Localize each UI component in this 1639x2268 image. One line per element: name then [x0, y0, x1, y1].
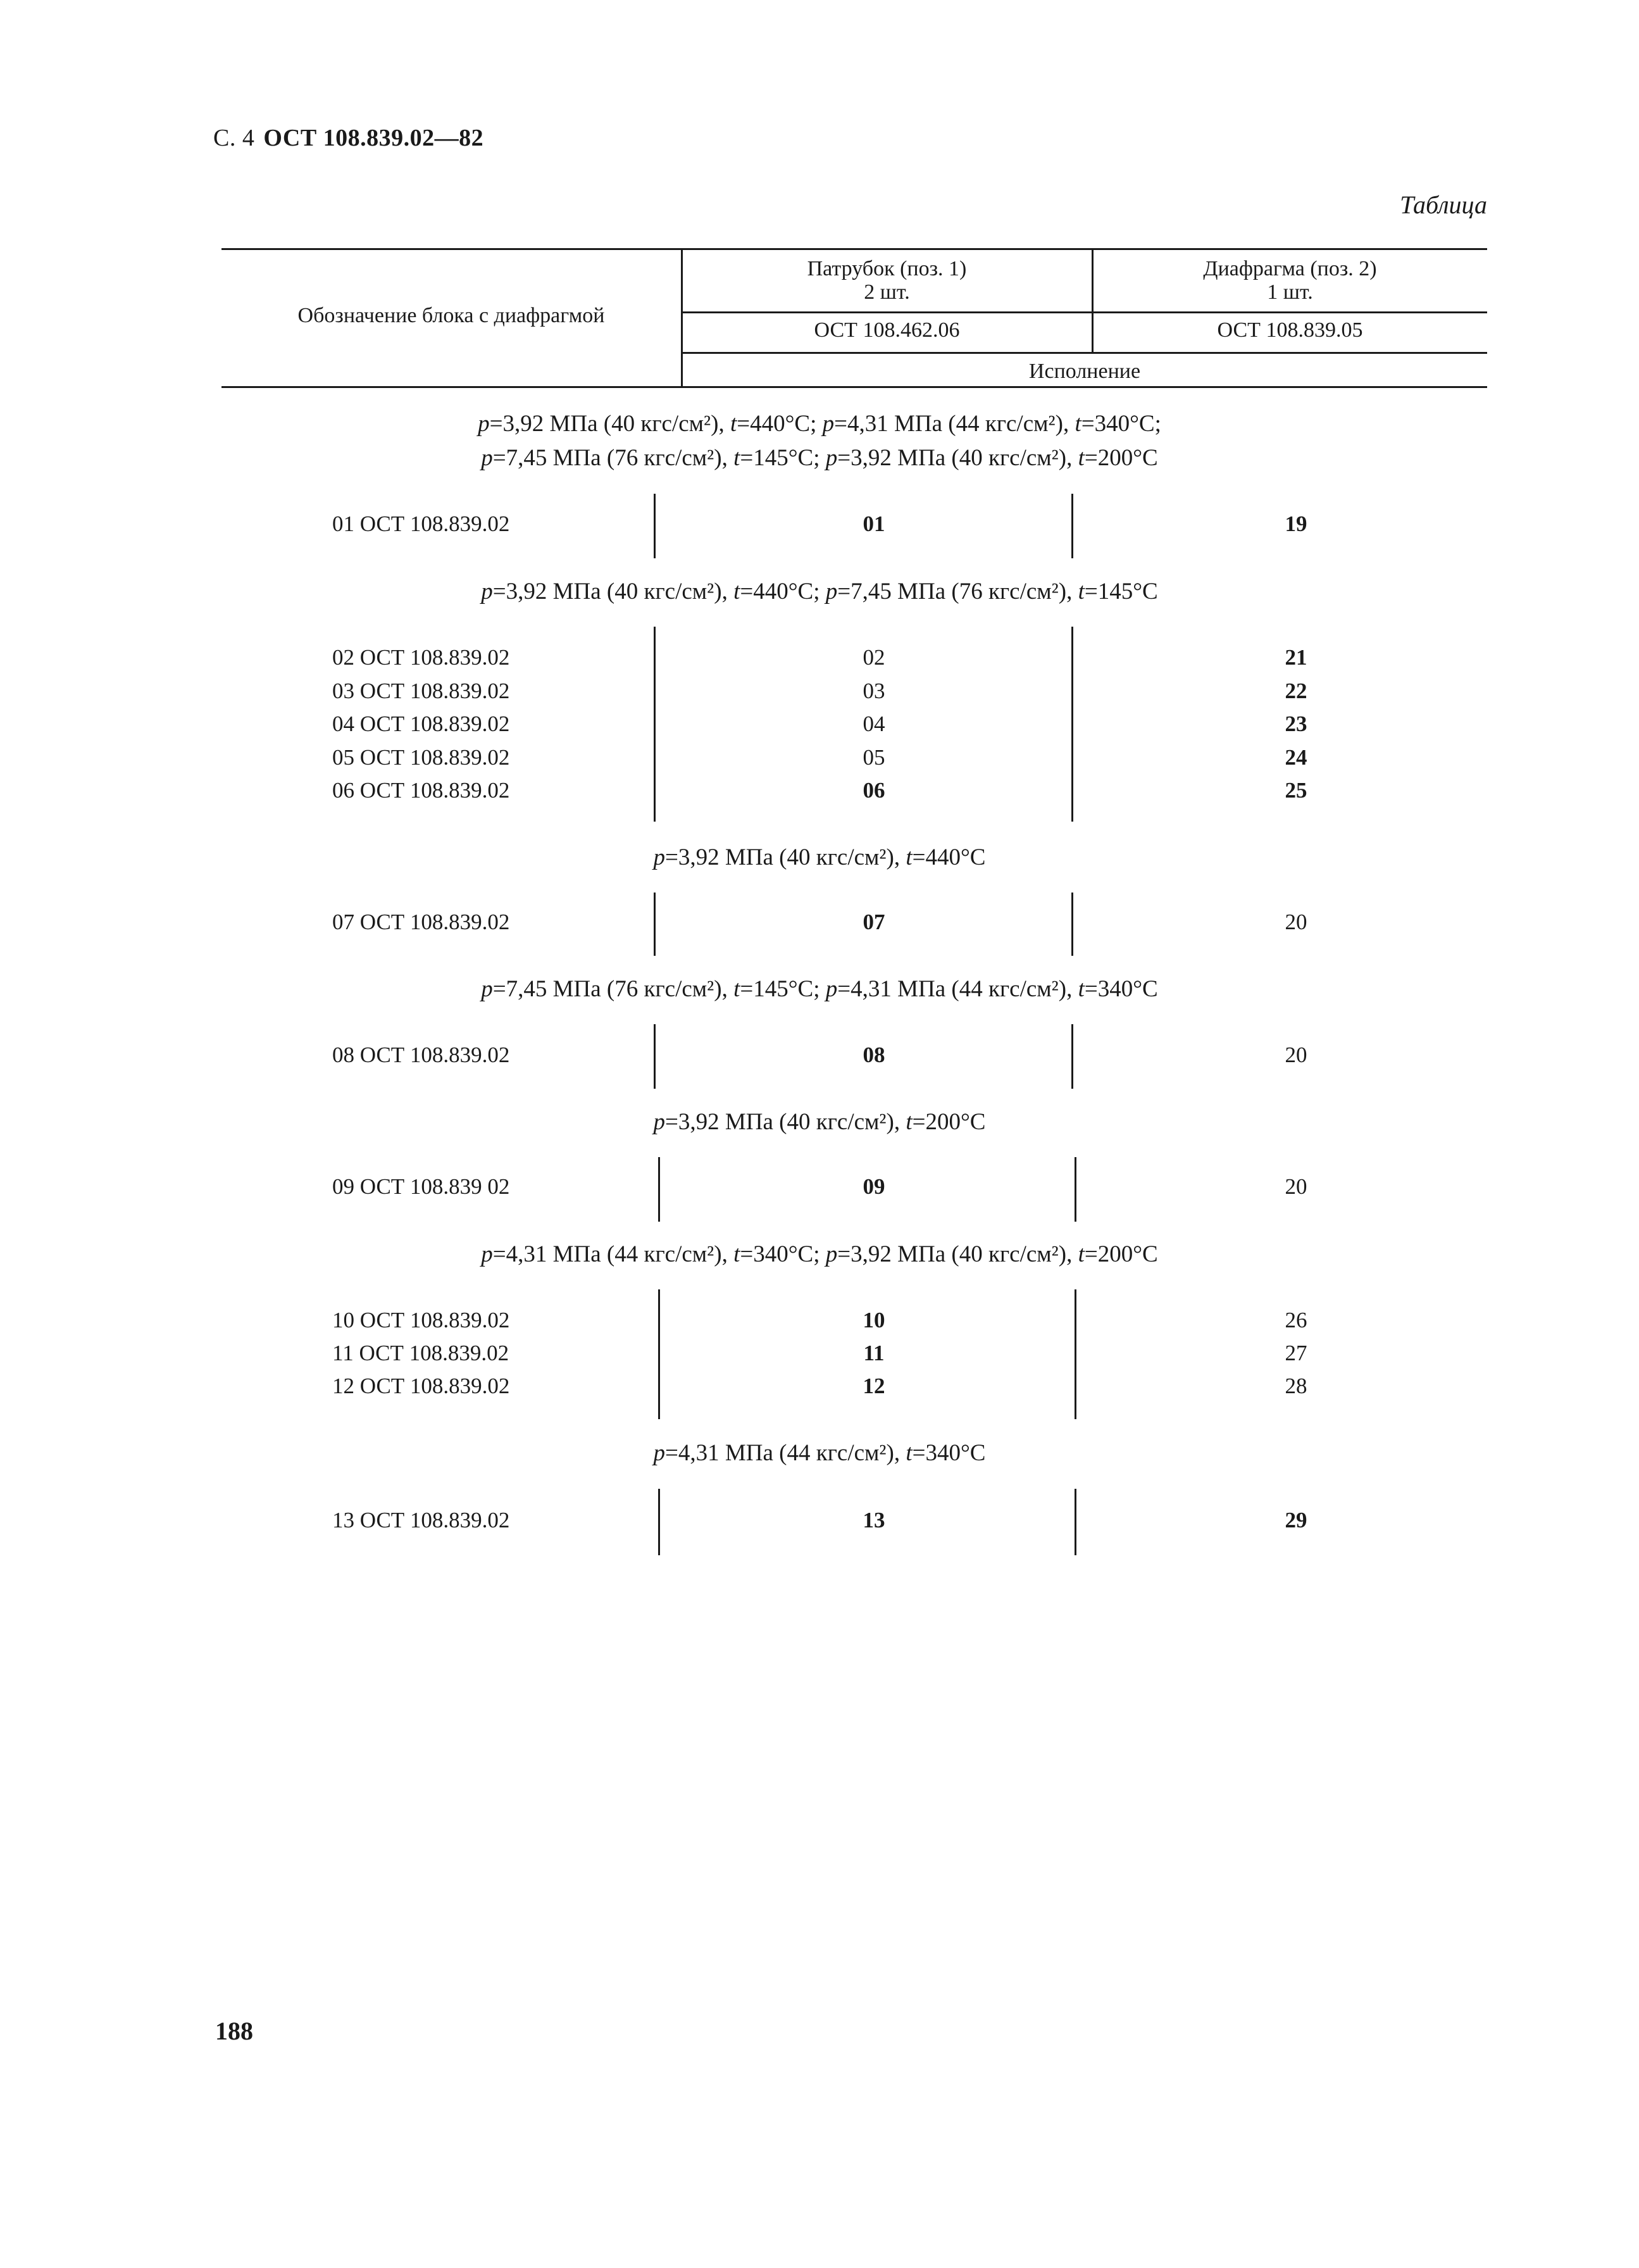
- diaphragm-cell: 20: [1285, 1174, 1307, 1199]
- diaphragm-cell: 21: [1285, 645, 1307, 670]
- row-separator: [1071, 893, 1073, 956]
- header-top-rule: [221, 248, 1487, 250]
- header-diaphragm-qty: 1 шт.: [1267, 280, 1313, 304]
- designation-cell: 02 ОСТ 108.839.02: [332, 645, 510, 670]
- designation-cell: 11 ОСТ 108.839.02: [332, 1341, 509, 1365]
- row-separator: [658, 1289, 660, 1419]
- table-caption: Таблица: [1400, 191, 1487, 219]
- condition-line: p=7,45 МПа (76 кгс/см²), t=145°С; p=4,31 МПа (44 кгс/см²), t=340°С: [481, 976, 1158, 1002]
- row-separator: [658, 1489, 660, 1555]
- header-nozzle-qty: 2 шт.: [864, 280, 910, 304]
- nozzle-cell: 02: [863, 645, 885, 670]
- nozzle-cell: 05: [863, 745, 885, 770]
- condition-line: p=3,92 МПа (40 кгс/см²), t=440°С; p=7,45 МПа (76 кгс/см²), t=145°С: [481, 579, 1158, 605]
- running-head: [213, 124, 483, 152]
- designation-cell: 06 ОСТ 108.839.02: [332, 778, 510, 803]
- diaphragm-cell: 29: [1285, 1508, 1307, 1532]
- nozzle-cell: 12: [863, 1374, 885, 1398]
- condition-line: p=4,31 МПа (44 кгс/см²), t=340°С: [653, 1440, 986, 1466]
- diaphragm-cell: 28: [1285, 1374, 1307, 1398]
- diaphragm-cell: 24: [1285, 745, 1307, 770]
- diaphragm-cell: 20: [1285, 1043, 1307, 1067]
- row-separator: [1071, 494, 1073, 558]
- row-separator: [654, 494, 656, 558]
- nozzle-cell: 06: [863, 778, 885, 803]
- row-separator: [1075, 1289, 1076, 1419]
- diaphragm-cell: 25: [1285, 778, 1307, 803]
- nozzle-cell: 13: [863, 1508, 885, 1532]
- diaphragm-cell: 22: [1285, 679, 1307, 703]
- header-designation: Обозначение блока с диафрагмой: [297, 304, 605, 327]
- designation-cell: 03 ОСТ 108.839.02: [332, 679, 510, 703]
- designation-cell: 05 ОСТ 108.839.02: [332, 745, 510, 770]
- diaphragm-cell: 27: [1285, 1341, 1307, 1365]
- designation-cell: 13 ОСТ 108.839.02: [332, 1508, 510, 1532]
- nozzle-cell: 01: [863, 511, 885, 536]
- nozzle-cell: 10: [863, 1308, 885, 1332]
- designation-cell: 04 ОСТ 108.839.02: [332, 711, 510, 736]
- nozzle-cell: 11: [863, 1341, 885, 1365]
- diaphragm-cell: 26: [1285, 1308, 1307, 1332]
- diaphragm-cell: 19: [1285, 511, 1307, 536]
- row-separator: [1071, 1024, 1073, 1089]
- condition-line: p=4,31 МПа (44 кгс/см²), t=340°С; p=3,92 МПа (40 кгс/см²), t=200°С: [481, 1241, 1158, 1267]
- header-nozzle-title: Патрубок (поз. 1): [807, 257, 967, 280]
- diaphragm-cell: 23: [1285, 711, 1307, 736]
- row-separator: [1071, 627, 1073, 822]
- row-separator: [1075, 1157, 1076, 1222]
- header-diaphragm-title: Диафрагма (поз. 2): [1203, 257, 1377, 280]
- nozzle-cell: 03: [863, 679, 885, 703]
- header-execution: Исполнение: [1028, 360, 1141, 383]
- condition-line: p=7,45 МПа (76 кгс/см²), t=145°С; p=3,92 МПа (40 кгс/см²), t=200°С: [481, 445, 1158, 471]
- designation-cell: 09 ОСТ 108.839 02: [332, 1174, 510, 1199]
- designation-cell: 07 ОСТ 108.839.02: [332, 910, 510, 934]
- page-number: 188: [215, 2017, 253, 2045]
- row-separator: [1075, 1489, 1076, 1555]
- row-separator: [654, 627, 656, 822]
- nozzle-cell: 08: [863, 1043, 885, 1067]
- nozzle-cell: 09: [863, 1174, 885, 1199]
- diaphragm-cell: 20: [1285, 910, 1307, 934]
- condition-line: p=3,92 МПа (40 кгс/см²), t=200°С: [653, 1109, 986, 1135]
- nozzle-cell: 04: [863, 711, 885, 736]
- row-separator: [654, 893, 656, 956]
- designation-cell: 08 ОСТ 108.839.02: [332, 1043, 510, 1067]
- header-sub-rule: [682, 352, 1487, 354]
- nozzle-cell: 07: [863, 910, 885, 934]
- page-label: С. 4: [213, 125, 255, 151]
- header-bottom-rule: [221, 386, 1487, 388]
- condition-line: p=3,92 МПа (40 кгс/см²), t=440°С; p=4,31 МПа (44 кгс/см²), t=340°С;: [478, 411, 1161, 437]
- header-diaphragm-standard: ОСТ 108.839.05: [1217, 318, 1363, 342]
- document-code: ОСТ 108.839.02—82: [263, 125, 484, 151]
- row-separator: [658, 1157, 660, 1222]
- header-mid-rule: [682, 311, 1487, 313]
- designation-cell: 01 ОСТ 108.839.02: [332, 511, 510, 536]
- header-nozzle-standard: ОСТ 108.462.06: [814, 318, 960, 342]
- row-separator: [654, 1024, 656, 1089]
- designation-cell: 12 ОСТ 108.839.02: [332, 1374, 510, 1398]
- condition-line: p=3,92 МПа (40 кгс/см²), t=440°С: [653, 844, 986, 870]
- designation-cell: 10 ОСТ 108.839.02: [332, 1308, 510, 1332]
